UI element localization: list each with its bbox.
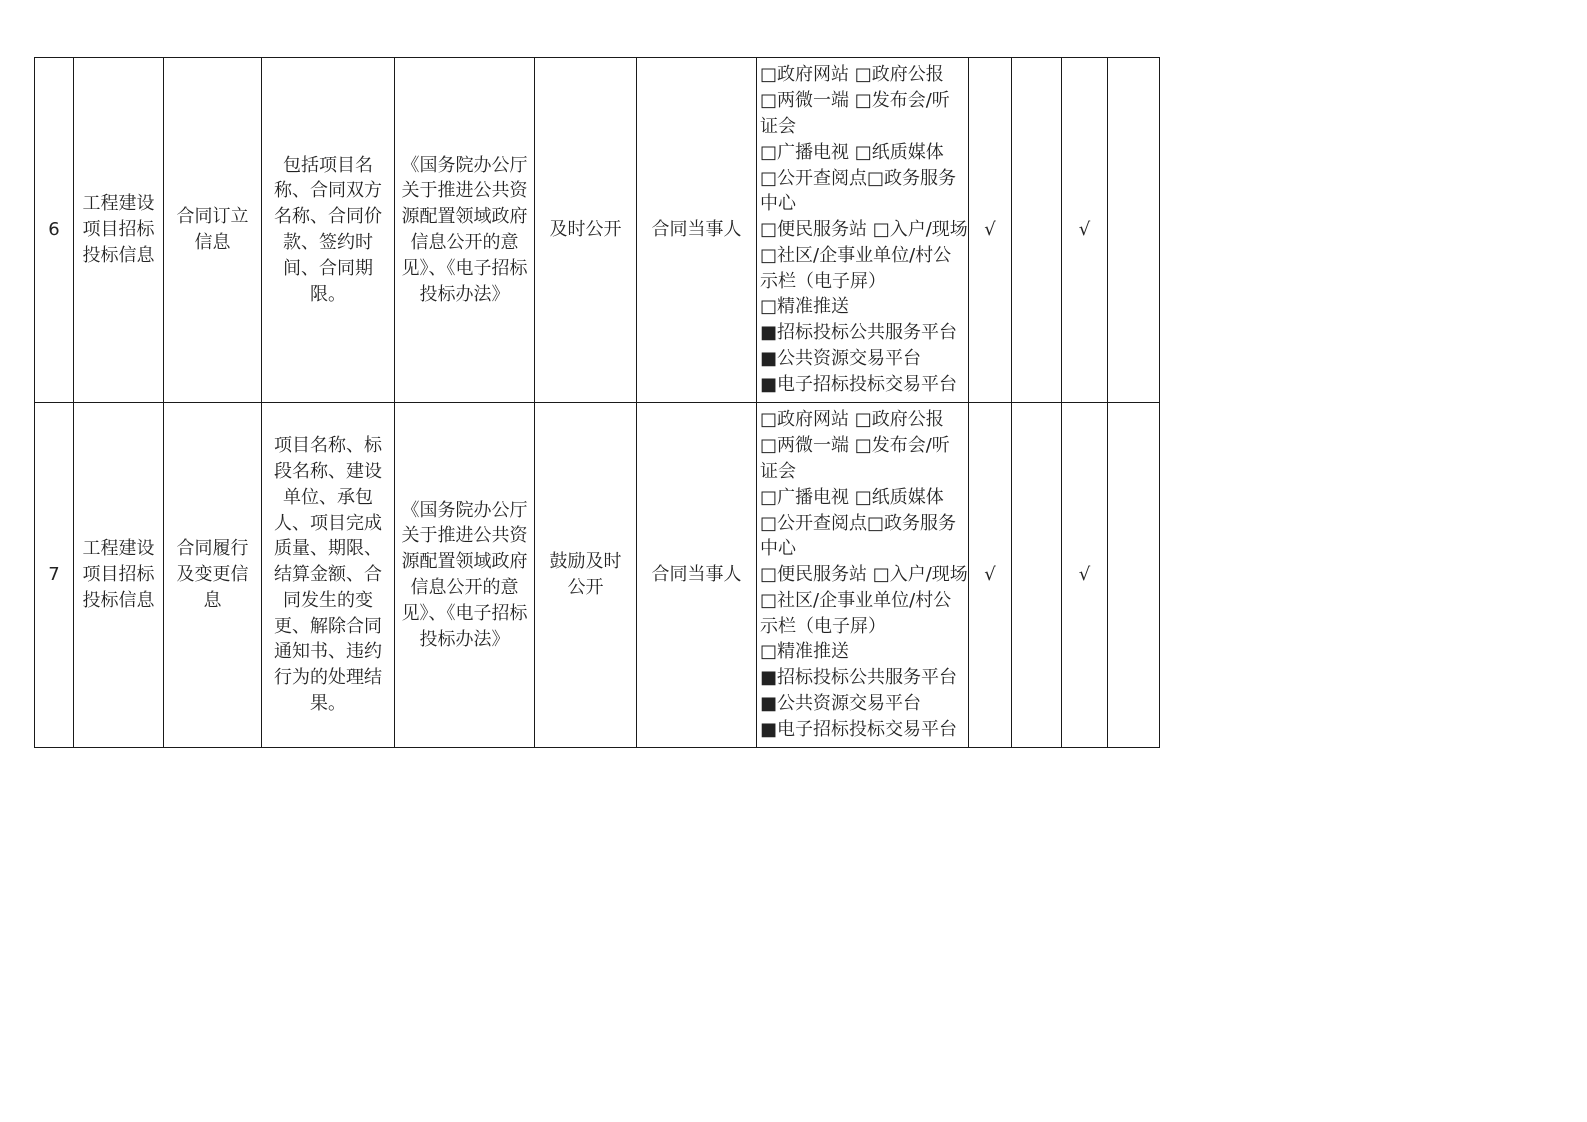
row-check-d	[1108, 58, 1160, 403]
row-content: 包括项目名称、合同双方名称、合同价款、签约时间、合同期限。	[262, 58, 395, 403]
channel-line: □便民服务站 □入户/现场	[760, 564, 968, 586]
row-item: 合同履行及变更信息	[164, 403, 262, 748]
channel-line: □两微一端 □发布会/听证会	[760, 90, 950, 137]
row-basis: 《国务院办公厅关于推进公共资源配置领域政府信息公开的意见》、《电子招标投标办法》	[395, 403, 535, 748]
row-check-c: √	[1062, 58, 1108, 403]
row-subject: 合同当事人	[637, 403, 757, 748]
channel-line: ■公共资源交易平台	[760, 348, 922, 370]
channel-line: □社区/企事业单位/村公示栏（电子屏）	[760, 244, 952, 292]
table-row	[35, 58, 1160, 403]
row-check-a: √	[969, 58, 1012, 403]
channel-line: □广播电视 □纸质媒体	[760, 486, 944, 508]
channel-line: ■招标投标公共服务平台	[760, 322, 958, 344]
channel-line: □精准推送	[760, 641, 850, 663]
row-category: 工程建设项目招标投标信息	[74, 403, 164, 748]
channel-line: □政府网站 □政府公报	[760, 64, 944, 86]
row-check-a: √	[969, 403, 1012, 748]
channel-line: □广播电视 □纸质媒体	[760, 141, 944, 163]
row-category: 工程建设项目招标投标信息	[74, 58, 164, 403]
channel-line: □公开查阅点□政务服务中心	[760, 167, 957, 215]
channel-line: ■公共资源交易平台	[760, 693, 922, 715]
table-row	[35, 403, 1160, 748]
row-channels	[757, 403, 969, 748]
channel-line: □两微一端 □发布会/听证会	[760, 435, 950, 482]
channel-line: □社区/企事业单位/村公示栏（电子屏）	[760, 589, 952, 637]
row-check-c: √	[1062, 403, 1108, 748]
row-check-b	[1012, 58, 1062, 403]
row-content: 项目名称、标段名称、建设单位、承包人、项目完成质量、期限、结算金额、合同发生的变更、解除合同通知书、违约行为的处理结果。	[262, 403, 395, 748]
row-check-d	[1108, 403, 1160, 748]
row-channels	[757, 58, 969, 403]
row-seq: 6	[35, 58, 74, 403]
channel-line: □政府网站 □政府公报	[760, 409, 944, 431]
row-check-b	[1012, 403, 1062, 748]
row-timing: 鼓励及时公开	[535, 403, 637, 748]
row-basis: 《国务院办公厅关于推进公共资源配置领域政府信息公开的意见》、《电子招标投标办法》	[395, 58, 535, 403]
channel-line: □公开查阅点□政务服务中心	[760, 512, 957, 560]
row-timing: 及时公开	[535, 58, 637, 403]
row-item: 合同订立信息	[164, 58, 262, 403]
channel-line: ■招标投标公共服务平台	[760, 667, 958, 689]
channel-line: ■电子招标投标交易平台	[760, 718, 958, 740]
disclosure-table	[34, 57, 1160, 748]
channel-line: □精准推送	[760, 296, 850, 318]
channel-line: □便民服务站 □入户/现场	[760, 219, 968, 241]
channel-line: ■电子招标投标交易平台	[760, 373, 958, 395]
row-seq: 7	[35, 403, 74, 748]
row-subject: 合同当事人	[637, 58, 757, 403]
